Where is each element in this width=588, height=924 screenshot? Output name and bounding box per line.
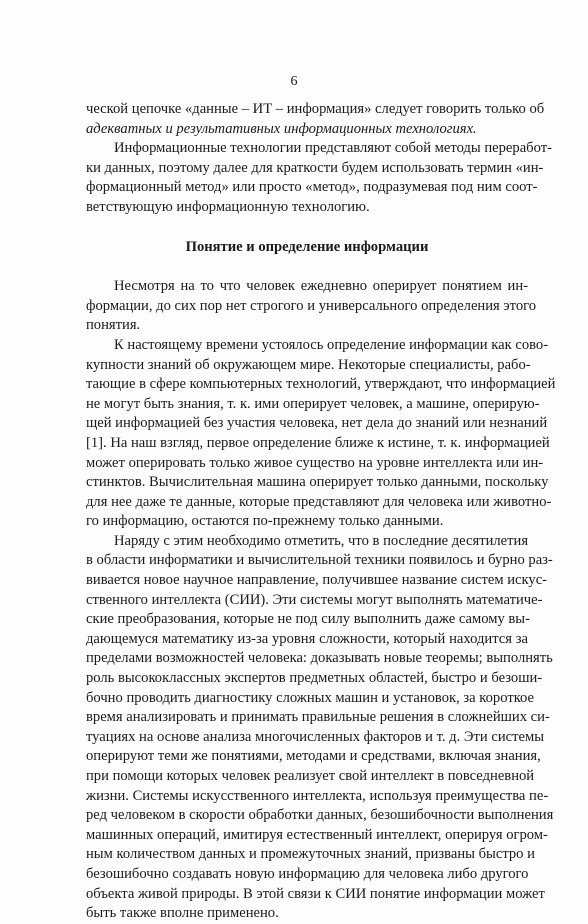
paragraph-4 [86, 336, 556, 532]
text-line: дающемуся математику из-за уровня сложности, который находится за [86, 630, 528, 647]
paragraph-1 [86, 100, 545, 139]
text-line: может оперировать только живое существо на уровне интеллекта или ин- [86, 454, 544, 471]
text-line: тающие в сфере компьютерных технологий, утверждают, что информацией [86, 376, 556, 393]
text-line: оперируют теми же понятиями, методами и средствами, включая знания, [86, 748, 541, 765]
page-content [86, 100, 556, 924]
text-line: щей информацией без участия человека, нет дела до знаний или незнаний [86, 415, 548, 432]
text-line: вивается новое научное направление, получившее название систем искус- [86, 572, 548, 589]
section-heading: Понятие и определение информации [185, 238, 429, 255]
italic-text: адекватных и результативных информационных технологиях. [86, 120, 477, 137]
text-line: пределами возможностей человека: доказывать новые теоремы; выполнять [86, 650, 553, 667]
paragraph-2 [86, 139, 552, 217]
text-line: ки данных, поэтому далее для краткости будем использовать термин «ин- [86, 159, 544, 176]
text-line: стинктов. Вычислительная машина оперирует только данными, поскольку [86, 474, 549, 491]
text-line: машинных операций, имитируя естественный интеллект, оперируя огром- [86, 826, 548, 843]
paragraph-5 [86, 532, 554, 924]
text-line: Наряду с этим необходимо отметить, что в последние десятилетия [114, 532, 529, 549]
paragraph-3 [86, 277, 537, 336]
text-line: быть также вполне применено. [86, 905, 279, 922]
text-line: ческой цепочке «данные – ИТ – информация» следует говорить только об [86, 101, 545, 117]
text-line: К настоящему времени устоялось определение информации как сово- [114, 336, 549, 353]
text-line: ственного интеллекта (СИИ). Эти системы могут выполнять математиче- [86, 591, 543, 608]
text-line: в области информатики и вычислительной техники появилось и бурно раз- [86, 552, 553, 569]
text-line [86, 120, 528, 140]
text-line: ветствующую информационную технологию. [86, 198, 370, 215]
text-line: купности знаний об окружающем мире. Некоторые специалисты, рабо- [86, 356, 531, 373]
text-line: бочно проводить диагностику сложных машин и установок, за короткое [86, 689, 535, 706]
page-number: 6 [290, 74, 298, 89]
text-line: Информационные технологии представляют собой методы переработ- [114, 140, 552, 157]
text-line: ред человеком в скорости обработки данных, безошибочности выполнения [86, 807, 554, 824]
text-line: ские преобразования, которые не под силу выполнить даже самому вы- [86, 611, 530, 628]
text-line: формационный метод» или просто «метод», подразумевая под ним соот- [86, 179, 538, 196]
text-line: Несмотря на то что человек ежедневно оперирует понятием ин- [114, 278, 528, 295]
text-line: роль высококлассных экспертов предметных областей, быстро и безоши- [86, 670, 543, 687]
text-line: для нее даже те данные, которые представляют для человека или животно- [86, 493, 552, 510]
text-line: при помощи которых человек реализует свой интеллект в повседневной [86, 768, 535, 784]
text-line: не могут быть знания, т. к. ими оперирует человек, а машине, оперирую- [86, 395, 540, 412]
text-line: туациях на основе анализа многочисленных факторов и т. д. Эти системы [86, 728, 545, 745]
text-line: [1]. На наш взгляд, первое определение ближе к истине, т. к. информацией [86, 434, 550, 451]
text-line: понятия. [86, 317, 141, 334]
text-line: безошибочно создавать новую информацию для человека либо другого [86, 865, 529, 882]
text-line: время анализировать и принимать правильные решения в сложнейших си- [86, 709, 550, 726]
text-line: жизни. Системы искусственного интеллекта, используя преимущества пе- [86, 787, 549, 804]
text-line: ным количеством данных и промежуточных знаний, призваны быстро и [86, 846, 535, 863]
text-line: формации, до сих пор нет строгого и универсального определения этого [86, 297, 537, 314]
text-line: го информацию, остаются по-прежнему только данными. [86, 513, 444, 530]
text-line: объекта живой природы. В этой связи к СИИ понятие информации может [86, 885, 545, 902]
